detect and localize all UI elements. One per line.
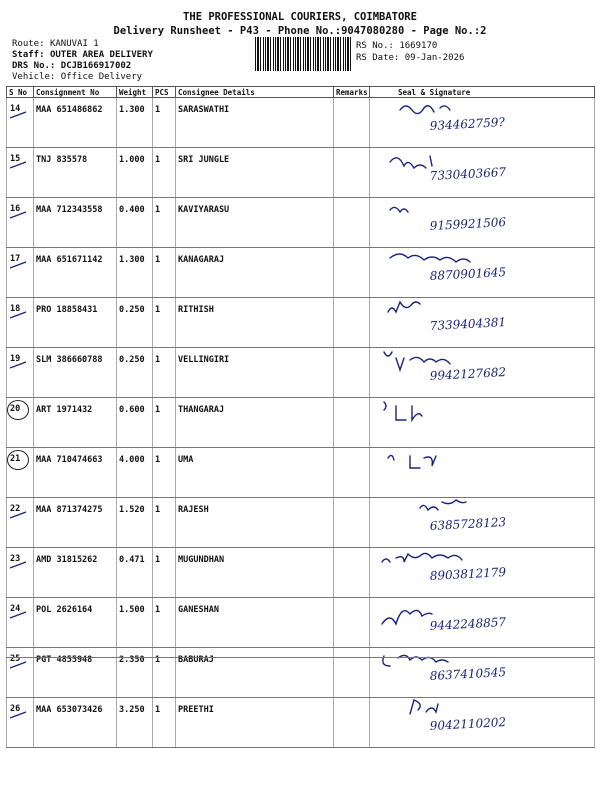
sno-cell <box>7 198 34 248</box>
runsheet-table <box>6 86 595 748</box>
signature-cell <box>370 498 595 548</box>
drs-value: DCJB166917002 <box>60 61 132 71</box>
table-row <box>7 348 595 398</box>
sno-value: 25 <box>10 654 21 664</box>
remarks-cell <box>334 98 370 148</box>
signature-cell <box>370 198 595 248</box>
footer-rule <box>6 657 594 658</box>
pcs-cell: 1 <box>153 498 176 548</box>
consignee-cell: UMA <box>176 448 334 498</box>
consignee-cell: VELLINGIRI <box>176 348 334 398</box>
tick-mark-icon <box>9 559 27 569</box>
handwritten-signature-icon <box>370 648 590 690</box>
circle-mark-icon <box>7 450 29 470</box>
pcs-cell: 1 <box>153 398 176 448</box>
sno-value: 21 <box>10 454 21 464</box>
route-value: KANUVAI 1 <box>49 39 99 49</box>
col-remarks: Remarks <box>334 87 370 98</box>
vehicle-line <box>12 72 142 83</box>
svg-text:9042110202: 9042110202 <box>429 715 507 733</box>
sno-value: 15 <box>10 154 21 164</box>
rs-number: RS No.: 1669170 <box>356 41 438 51</box>
route-line <box>12 39 99 50</box>
sno-value: 22 <box>10 504 21 514</box>
remarks-cell <box>334 248 370 298</box>
table-row <box>7 448 595 498</box>
sno-value: 23 <box>10 554 21 564</box>
sno-value: 20 <box>10 404 21 414</box>
runsheet-subtitle: Delivery Runsheet - P43 - Phone No.:9047080280 - Page No.:2 <box>113 25 487 37</box>
tick-mark-icon <box>9 159 27 169</box>
consignee-cell: MUGUNDHAN <box>176 548 334 598</box>
remarks-cell <box>334 648 370 698</box>
consignment-cell: SLM 386660788 <box>34 348 117 398</box>
weight-cell: 1.520 <box>117 498 153 548</box>
table-row <box>7 698 595 748</box>
consignee-cell: SRI JUNGLE <box>176 148 334 198</box>
tick-mark-icon <box>9 309 27 319</box>
vehicle-label: Vehicle: <box>12 72 56 82</box>
table-row <box>7 198 595 248</box>
sno-value: 16 <box>10 204 21 214</box>
handwritten-signature-icon <box>370 348 590 390</box>
weight-cell: 0.600 <box>117 398 153 448</box>
weight-cell: 1.500 <box>117 598 153 648</box>
staff-value: OUTER AREA DELIVERY <box>49 50 153 60</box>
consignee-cell: PREETHI <box>176 698 334 748</box>
table-row <box>7 598 595 648</box>
pcs-cell: 1 <box>153 548 176 598</box>
tick-mark-icon <box>9 109 27 119</box>
sno-value: 24 <box>10 604 21 614</box>
consignment-cell: MAA 653073426 <box>34 698 117 748</box>
svg-text:8637410545: 8637410545 <box>429 665 507 683</box>
consignment-cell: MAA 651671142 <box>34 248 117 298</box>
svg-text:9159921506: 9159921506 <box>429 215 507 233</box>
handwritten-signature-icon <box>370 298 590 340</box>
handwritten-signature-icon <box>370 198 590 240</box>
pcs-cell: 1 <box>153 448 176 498</box>
weight-cell: 0.250 <box>117 298 153 348</box>
consignee-cell: RITHISH <box>176 298 334 348</box>
consignment-cell: MAA 651486862 <box>34 98 117 148</box>
tick-mark-icon <box>9 709 27 719</box>
tick-mark-icon <box>9 609 27 619</box>
remarks-cell <box>334 698 370 748</box>
consignee-cell: GANESHAN <box>176 598 334 648</box>
tick-mark-icon <box>9 509 27 519</box>
consignee-cell: KANAGARAJ <box>176 248 334 298</box>
route-label: Route: <box>12 39 45 49</box>
sno-cell <box>7 148 34 198</box>
pcs-cell: 1 <box>153 698 176 748</box>
sno-cell <box>7 648 34 698</box>
col-signature: Seal & Signature <box>370 87 595 98</box>
table-row <box>7 398 595 448</box>
remarks-cell <box>334 398 370 448</box>
signature-cell <box>370 298 595 348</box>
pcs-cell: 1 <box>153 298 176 348</box>
drs-label: DRS No.: <box>12 61 56 71</box>
consignee-cell: RAJESH <box>176 498 334 548</box>
consignment-cell: PGT 4855948 <box>34 648 117 698</box>
signature-cell <box>370 648 595 698</box>
svg-text:8870901645: 8870901645 <box>429 265 507 283</box>
sno-value: 26 <box>10 704 21 714</box>
table-row <box>7 248 595 298</box>
consignment-cell: PRO 18858431 <box>34 298 117 348</box>
svg-text:6385728123: 6385728123 <box>429 515 507 533</box>
sno-value: 18 <box>10 304 21 314</box>
handwritten-signature-icon <box>370 598 590 640</box>
pcs-cell: 1 <box>153 148 176 198</box>
pcs-cell: 1 <box>153 648 176 698</box>
sno-cell <box>7 298 34 348</box>
staff-label: Staff: <box>12 50 45 60</box>
consignee-cell: BABURAJ <box>176 648 334 698</box>
sno-cell <box>7 398 34 448</box>
svg-text:9442248857: 9442248857 <box>429 615 507 633</box>
signature-cell <box>370 148 595 198</box>
consignment-cell: MAA 710474663 <box>34 448 117 498</box>
signature-cell <box>370 698 595 748</box>
consignment-cell: POL 2626164 <box>34 598 117 648</box>
handwritten-signature-icon <box>370 398 590 440</box>
svg-text:7339404381: 7339404381 <box>429 315 507 333</box>
sno-cell <box>7 498 34 548</box>
sno-cell <box>7 248 34 298</box>
weight-cell: 1.300 <box>117 98 153 148</box>
consignee-cell: SARASWATHI <box>176 98 334 148</box>
table-row <box>7 148 595 198</box>
col-consignee: Consignee Details <box>176 87 334 98</box>
sno-cell <box>7 348 34 398</box>
handwritten-signature-icon <box>370 698 590 740</box>
weight-cell: 1.000 <box>117 148 153 198</box>
col-weight: Weight <box>117 87 153 98</box>
tick-mark-icon <box>9 209 27 219</box>
weight-cell: 0.400 <box>117 198 153 248</box>
pcs-cell: 1 <box>153 98 176 148</box>
weight-cell: 4.000 <box>117 448 153 498</box>
weight-cell: 0.250 <box>117 348 153 398</box>
consignee-cell: THANGARAJ <box>176 398 334 448</box>
sno-value: 17 <box>10 254 21 264</box>
col-pcs: PCS <box>153 87 176 98</box>
remarks-cell <box>334 598 370 648</box>
table-row <box>7 548 595 598</box>
sno-cell <box>7 698 34 748</box>
consignment-cell: TNJ 835578 <box>34 148 117 198</box>
weight-cell: 2.350 <box>117 648 153 698</box>
pcs-cell: 1 <box>153 248 176 298</box>
remarks-cell <box>334 198 370 248</box>
consignee-cell: KAVIYARASU <box>176 198 334 248</box>
remarks-cell <box>334 298 370 348</box>
handwritten-signature-icon <box>370 248 590 290</box>
handwritten-signature-icon <box>370 448 590 490</box>
table-header-row <box>7 87 595 98</box>
svg-text:8903812179: 8903812179 <box>429 565 507 583</box>
remarks-cell <box>334 148 370 198</box>
col-sno: S No <box>7 87 34 98</box>
weight-cell: 0.471 <box>117 548 153 598</box>
consignment-cell: MAA 871374275 <box>34 498 117 548</box>
company-title: THE PROFESSIONAL COURIERS, COIMBATORE <box>183 11 417 23</box>
remarks-cell <box>334 348 370 398</box>
svg-text:934462759?: 934462759? <box>429 115 506 133</box>
pcs-cell: 1 <box>153 198 176 248</box>
sno-cell <box>7 548 34 598</box>
remarks-cell <box>334 448 370 498</box>
drs-line <box>12 61 131 72</box>
sno-cell <box>7 98 34 148</box>
consignment-cell: ART 1971432 <box>34 398 117 448</box>
handwritten-signature-icon <box>370 98 590 140</box>
sno-value: 14 <box>10 104 21 114</box>
table-row <box>7 648 595 698</box>
handwritten-signature-icon <box>370 548 590 590</box>
rs-date: RS Date: 09-Jan-2026 <box>356 53 465 63</box>
weight-cell: 1.300 <box>117 248 153 298</box>
table-row <box>7 498 595 548</box>
remarks-cell <box>334 498 370 548</box>
svg-text:9942127682: 9942127682 <box>429 365 507 383</box>
remarks-cell <box>334 548 370 598</box>
signature-cell <box>370 448 595 498</box>
handwritten-signature-icon <box>370 498 590 540</box>
tick-mark-icon <box>9 659 27 669</box>
signature-cell <box>370 98 595 148</box>
barcode <box>255 37 353 71</box>
consignment-cell: AMD 31815262 <box>34 548 117 598</box>
signature-cell <box>370 248 595 298</box>
signature-cell <box>370 598 595 648</box>
table-row <box>7 298 595 348</box>
pcs-cell: 1 <box>153 348 176 398</box>
table-row <box>7 98 595 148</box>
tick-mark-icon <box>9 359 27 369</box>
weight-cell: 3.250 <box>117 698 153 748</box>
signature-cell <box>370 398 595 448</box>
col-consignment: Consignment No <box>34 87 117 98</box>
circle-mark-icon <box>7 400 29 420</box>
svg-text:7330403667: 7330403667 <box>429 165 507 183</box>
staff-line <box>12 50 153 61</box>
sno-value: 19 <box>10 354 21 364</box>
consignment-cell: MAA 712343558 <box>34 198 117 248</box>
tick-mark-icon <box>9 259 27 269</box>
sno-cell <box>7 598 34 648</box>
signature-cell <box>370 548 595 598</box>
sno-cell <box>7 448 34 498</box>
handwritten-signature-icon <box>370 148 590 190</box>
signature-cell <box>370 348 595 398</box>
vehicle-value: Office Delivery <box>60 72 143 82</box>
pcs-cell: 1 <box>153 598 176 648</box>
